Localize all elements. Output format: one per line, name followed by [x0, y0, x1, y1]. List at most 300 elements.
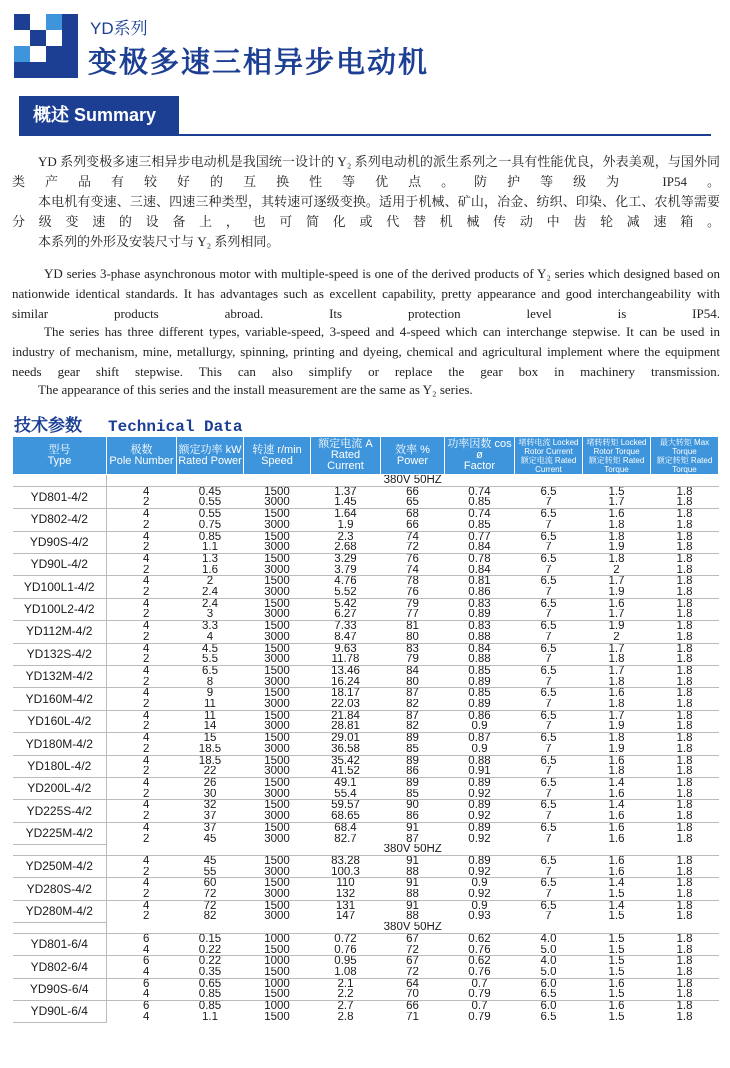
table-cell: 91: [381, 878, 445, 889]
table-cell: 0.85: [468, 497, 491, 509]
table-cell: 68.65: [331, 811, 360, 823]
table-cell: 9.63: [311, 643, 381, 654]
table-cell: 7.33: [311, 621, 381, 632]
table-cell: 18.17: [311, 688, 381, 699]
table-cell: 88: [406, 911, 419, 923]
table-cell: 84: [381, 665, 445, 676]
table-cell: 1.8: [676, 654, 693, 666]
table-cell: 0.7: [445, 1001, 515, 1012]
table-cell: 1.8: [651, 900, 719, 911]
table-cell: 2: [613, 631, 620, 643]
table-cell: 5.0: [540, 966, 557, 978]
table-cell: 0.81: [445, 576, 515, 587]
table-cell: 1.5: [608, 1011, 625, 1023]
table-cell: 66: [381, 486, 445, 497]
table-cell: 2: [143, 654, 150, 666]
table-cell: 6.5: [515, 878, 583, 889]
table-cell: 6.5: [515, 777, 583, 788]
table-cell: 36.58: [331, 743, 360, 755]
column-header-speed: 转速 r/min Speed: [244, 437, 311, 475]
table-cell: 1.8: [651, 1001, 719, 1012]
table-cell: 1.8: [583, 531, 651, 542]
table-cell: 1.8: [676, 766, 693, 778]
table-row: [13, 855, 719, 866]
summary-heading: 概述 Summary: [19, 96, 179, 134]
table-cell: 4: [107, 598, 177, 609]
table-cell: 1.8: [651, 710, 719, 721]
table-cell: 1.8: [676, 966, 693, 978]
table-cell: 3: [206, 609, 214, 621]
table-row: [13, 811, 719, 822]
table-cell: 0.89: [468, 676, 491, 688]
table-cell: 1.8: [676, 721, 693, 733]
table-cell: 1500: [244, 643, 311, 654]
table-cell: 6.5: [515, 710, 583, 721]
table-cell: 80: [406, 631, 419, 643]
column-header-efficiency: 效率 % Power: [381, 437, 445, 475]
table-cell: 1500: [244, 822, 311, 833]
table-cell: 18.5: [177, 755, 244, 766]
table-cell: 2: [143, 866, 150, 878]
table-cell: 1000: [244, 1001, 311, 1012]
table-cell: 1.45: [334, 497, 357, 509]
table-cell: 1.6: [608, 788, 625, 800]
table-cell: 0.88: [468, 654, 491, 666]
table-cell: 89: [381, 755, 445, 766]
table-cell: 0.76: [334, 944, 357, 956]
table-cell: 2: [143, 587, 150, 599]
table-cell: 0.65: [177, 978, 244, 989]
table-row: [13, 945, 719, 956]
table-cell: 16.24: [331, 676, 360, 688]
table-cell: 0.84: [468, 542, 491, 554]
table-row: [13, 710, 719, 721]
voltage-row-blank-cell: [13, 922, 107, 933]
table-cell: 0.79: [468, 989, 491, 1001]
summary-en-paragraph-1: YD series 3-phase asynchronous motor with multiple-speed is one of the derived products of Y₂ series which designed based on nationwide identical standards. It has advantages such as excellent capability, pretty appearance and good interchangeability with similar products abroad. Its protection level is IP54.: [12, 266, 720, 321]
model-type-cell: YD132M-4/2: [13, 665, 107, 687]
table-cell: 11: [204, 699, 216, 711]
table-cell: 89: [381, 777, 445, 788]
table-row: [13, 587, 719, 598]
model-type-cell: YD100L2-4/2: [13, 598, 107, 620]
table-cell: 2: [613, 564, 620, 576]
table-cell: 3.29: [311, 553, 381, 564]
table-cell: 85: [406, 788, 419, 800]
table-cell: 60: [177, 878, 244, 889]
table-cell: 72: [406, 542, 419, 554]
table-row: [13, 834, 719, 845]
table-cell: 6.5: [515, 665, 583, 676]
table-cell: 0.62: [445, 956, 515, 967]
table-cell: 1.4: [583, 800, 651, 811]
model-type-cell: YD180M-4/2: [13, 733, 107, 755]
table-cell: 5.0: [540, 944, 557, 956]
table-cell: 4: [143, 989, 150, 1001]
table-cell: 0.85: [177, 531, 244, 542]
table-cell: 8: [206, 676, 214, 688]
table-cell: 6.5: [515, 688, 583, 699]
table-row: [13, 822, 719, 833]
table-cell: 6.5: [515, 900, 583, 911]
table-row: [13, 531, 719, 542]
model-type-cell: YD802-4/2: [13, 509, 107, 531]
table-cell: 1.9: [608, 721, 625, 733]
technical-data-heading: [14, 411, 242, 436]
table-cell: 1.8: [583, 733, 651, 744]
table-cell: 0.88: [468, 631, 491, 643]
table-cell: 0.83: [445, 621, 515, 632]
table-row: [13, 553, 719, 564]
table-cell: 6: [107, 1001, 177, 1012]
table-header-row: [13, 437, 719, 475]
table-cell: 1.8: [676, 519, 693, 531]
model-type-cell: YD100L1-4/2: [13, 576, 107, 598]
table-cell: 1500: [244, 733, 311, 744]
table-cell: 1.8: [651, 665, 719, 676]
table-cell: 3000: [264, 889, 290, 901]
table-cell: 1.9: [608, 542, 625, 554]
table-cell: 4: [107, 777, 177, 788]
table-cell: 2: [143, 542, 150, 554]
table-cell: 1.8: [676, 889, 693, 901]
table-cell: 1.7: [583, 665, 651, 676]
table-cell: 1500: [244, 509, 311, 520]
table-cell: 1500: [264, 944, 290, 956]
table-cell: 2: [143, 911, 150, 923]
table-cell: 45: [177, 855, 244, 866]
table-cell: 1500: [244, 855, 311, 866]
voltage-label: 380V 50HZ: [107, 922, 719, 933]
table-cell: 7: [545, 587, 552, 599]
table-cell: 0.55: [198, 497, 222, 509]
table-cell: 3000: [264, 631, 290, 643]
table-cell: 2.1: [311, 978, 381, 989]
table-cell: 0.85: [468, 519, 491, 531]
table-cell: 55.4: [334, 788, 357, 800]
model-type-cell: YD112M-4/2: [13, 621, 107, 643]
table-cell: 4: [143, 1011, 150, 1023]
table-row: [13, 520, 719, 531]
table-row: [13, 989, 719, 1000]
table-row: [13, 699, 719, 710]
table-cell: 7: [545, 497, 552, 509]
table-cell: 2.4: [177, 598, 244, 609]
table-cell: 66: [381, 1001, 445, 1012]
table-cell: 59.57: [311, 800, 381, 811]
table-cell: 1.8: [676, 811, 693, 823]
table-cell: 5.52: [334, 587, 357, 599]
table-cell: 1.8: [651, 621, 719, 632]
table-cell: 1.8: [676, 911, 693, 923]
voltage-row: [13, 475, 719, 487]
table-cell: 2: [143, 519, 150, 531]
table-cell: 83: [381, 643, 445, 654]
table-cell: 3000: [264, 699, 290, 711]
table-cell: 3.3: [177, 621, 244, 632]
table-cell: 4: [107, 710, 177, 721]
table-cell: 1.8: [676, 609, 693, 621]
table-cell: 86: [406, 766, 419, 778]
table-cell: 1000: [244, 933, 311, 944]
table-cell: 0.92: [468, 788, 491, 800]
table-cell: 1.5: [583, 933, 651, 944]
table-cell: 14: [203, 721, 217, 733]
table-cell: 1.8: [676, 743, 693, 755]
model-type-cell: YD801-6/4: [13, 933, 107, 955]
table-row: [13, 933, 719, 944]
table-cell: 1.6: [608, 833, 625, 845]
table-cell: 4: [107, 755, 177, 766]
model-type-cell: YD200L-4/2: [13, 777, 107, 799]
table-cell: 81: [381, 621, 445, 632]
model-type-cell: YD801-4/2: [13, 486, 107, 508]
table-cell: 1.9: [608, 743, 625, 755]
table-cell: 1.8: [651, 598, 719, 609]
table-cell: 21.84: [311, 710, 381, 721]
table-cell: 4: [143, 966, 150, 978]
table-cell: 6.5: [540, 989, 557, 1001]
table-cell: 4.76: [311, 576, 381, 587]
table-cell: 7: [545, 766, 552, 778]
table-cell: 1500: [244, 598, 311, 609]
table-cell: 78: [381, 576, 445, 587]
column-header-rated-current: 额定电流 A Rated Current: [311, 437, 381, 475]
table-row: [13, 643, 719, 654]
table-cell: 0.92: [468, 833, 491, 845]
model-type-cell: YD280S-4/2: [13, 878, 107, 900]
table-cell: 1500: [244, 755, 311, 766]
table-cell: 3000: [264, 866, 290, 878]
table-row: [13, 565, 719, 576]
table-cell: 6: [107, 933, 177, 944]
table-cell: 1.8: [651, 509, 719, 520]
voltage-label: 380V 50HZ: [107, 475, 719, 487]
table-cell: 1.8: [651, 822, 719, 833]
table-cell: 2: [177, 576, 244, 587]
table-row: [13, 978, 719, 989]
table-cell: 29.01: [311, 733, 381, 744]
model-type-cell: YD802-6/4: [13, 956, 107, 978]
column-header-locked-rotor-current: 堵转电流 Locked Rotor Current 额定电流 Rated Current: [515, 437, 583, 475]
table-cell: 3000: [264, 497, 290, 509]
table-cell: 3000: [264, 542, 290, 554]
table-cell: 4: [107, 621, 177, 632]
table-cell: 1.6: [202, 564, 218, 576]
table-cell: 4: [107, 531, 177, 542]
table-cell: 1500: [244, 878, 311, 889]
table-cell: 1.6: [583, 688, 651, 699]
table-cell: 1.8: [651, 855, 719, 866]
table-cell: 35.42: [311, 755, 381, 766]
table-row: [13, 911, 719, 922]
table-cell: 2.7: [311, 1001, 381, 1012]
table-cell: 1.4: [583, 777, 651, 788]
table-cell: 6.5: [515, 598, 583, 609]
table-cell: 3000: [264, 654, 290, 666]
table-row: [13, 733, 719, 744]
column-header-locked-rotor-torque: 堵转转矩 Locked Rotor Torque 额定转矩 Rated Torque: [583, 437, 651, 475]
table-cell: 7: [545, 743, 552, 755]
model-type-cell: YD225M-4/2: [13, 822, 107, 844]
table-cell: 0.9: [445, 878, 515, 889]
table-row: [13, 900, 719, 911]
table-cell: 1.6: [583, 1001, 651, 1012]
table-row: [13, 598, 719, 609]
table-cell: 2: [143, 721, 150, 733]
table-cell: 1.7: [583, 643, 651, 654]
model-type-cell: YD225S-4/2: [13, 800, 107, 822]
table-cell: 4: [107, 733, 177, 744]
table-cell: 80: [406, 676, 419, 688]
table-cell: 1500: [244, 621, 311, 632]
table-cell: 0.85: [445, 688, 515, 699]
table-cell: 83.28: [311, 855, 381, 866]
table-cell: 8.47: [334, 631, 357, 643]
table-cell: 76: [406, 587, 419, 599]
table-row: [13, 956, 719, 967]
table-cell: 4: [107, 643, 177, 654]
model-type-cell: YD250M-4/2: [13, 855, 107, 877]
table-cell: 0.95: [311, 956, 381, 967]
table-cell: 6: [107, 956, 177, 967]
table-cell: 82: [406, 721, 419, 733]
table-cell: 6.5: [515, 755, 583, 766]
table-cell: 1.8: [651, 933, 719, 944]
table-cell: 0.89: [445, 777, 515, 788]
summary-cn-paragraph-3: 本系列的外形及安装尺寸与 Y₂ 系列相同。: [38, 234, 280, 249]
table-cell: 1500: [244, 531, 311, 542]
table-cell: 1.8: [651, 733, 719, 744]
page-title: 变极多速三相异步电动机: [88, 47, 430, 79]
table-cell: 0.88: [445, 755, 515, 766]
table-cell: 85: [406, 743, 419, 755]
table-cell: 1.8: [676, 631, 693, 643]
table-cell: 110: [311, 878, 381, 889]
table-cell: 0.35: [198, 966, 222, 978]
table-cell: 2: [143, 833, 150, 845]
table-cell: 4.5: [177, 643, 244, 654]
table-row: [13, 755, 719, 766]
table-cell: 6.5: [515, 576, 583, 587]
table-cell: 3000: [264, 743, 290, 755]
table-cell: 3000: [264, 811, 290, 823]
table-cell: 6.5: [515, 733, 583, 744]
table-cell: 1.9: [337, 519, 354, 531]
table-cell: 3000: [264, 721, 290, 733]
table-cell: 4: [107, 800, 177, 811]
table-cell: 0.92: [468, 889, 491, 901]
table-cell: 1.1: [202, 1011, 218, 1023]
table-cell: 1.8: [651, 878, 719, 889]
voltage-row: [13, 922, 719, 933]
table-cell: 7: [545, 721, 552, 733]
table-cell: 3000: [264, 911, 290, 923]
table-cell: 1.7: [583, 576, 651, 587]
table-row: [13, 766, 719, 777]
table-cell: 1.8: [676, 1011, 693, 1023]
voltage-row-blank-cell: [13, 844, 107, 855]
table-cell: 82.7: [334, 833, 357, 845]
table-cell: 7: [545, 811, 552, 823]
table-cell: 1500: [244, 710, 311, 721]
table-cell: 0.92: [468, 866, 491, 878]
table-cell: 1.5: [583, 956, 651, 967]
table-cell: 1.08: [334, 966, 357, 978]
table-cell: 49.1: [311, 777, 381, 788]
table-cell: 2: [143, 766, 150, 778]
table-cell: 70: [406, 989, 419, 1001]
table-cell: 1.5: [608, 966, 625, 978]
table-cell: 0.74: [445, 509, 515, 520]
table-cell: 1.7: [583, 710, 651, 721]
table-cell: 74: [406, 564, 419, 576]
table-cell: 0.85: [198, 989, 222, 1001]
table-cell: 67: [381, 933, 445, 944]
table-cell: 4: [107, 576, 177, 587]
table-cell: 1000: [244, 956, 311, 967]
table-cell: 0.55: [177, 509, 244, 520]
table-cell: 1.8: [608, 519, 625, 531]
table-cell: 91: [381, 900, 445, 911]
table-cell: 0.45: [177, 486, 244, 497]
table-row: [13, 621, 719, 632]
table-cell: 91: [381, 822, 445, 833]
table-cell: 2: [143, 699, 150, 711]
table-cell: 132: [335, 889, 356, 901]
table-cell: 55: [203, 866, 217, 878]
column-header-power-factor: 功率因数 cos ø Factor: [445, 437, 515, 475]
table-cell: 45: [203, 833, 217, 845]
table-row: [13, 688, 719, 699]
table-cell: 1500: [244, 900, 311, 911]
table-cell: 1.5: [608, 911, 625, 923]
table-cell: 2: [143, 631, 150, 643]
model-type-cell: YD90L-4/2: [13, 553, 107, 575]
table-cell: 1500: [244, 800, 311, 811]
table-cell: 6.0: [515, 1001, 583, 1012]
table-cell: 1.8: [676, 788, 693, 800]
table-cell: 1.8: [608, 676, 625, 688]
table-cell: 0.86: [468, 587, 491, 599]
table-cell: 1500: [264, 1011, 290, 1023]
table-row: [13, 497, 719, 508]
table-cell: 1.8: [676, 989, 693, 1001]
table-cell: 1.5: [608, 989, 625, 1001]
table-cell: 1.8: [651, 576, 719, 587]
table-cell: 4: [107, 878, 177, 889]
table-cell: 0.9: [471, 721, 488, 733]
table-cell: 0.84: [445, 643, 515, 654]
table-cell: 4: [107, 486, 177, 497]
table-cell: 1.1: [202, 542, 218, 554]
table-cell: 0.15: [177, 933, 244, 944]
table-cell: 37: [177, 822, 244, 833]
table-cell: 1500: [244, 486, 311, 497]
column-header-type: 型号 Type: [13, 437, 107, 475]
table-cell: 0.7: [445, 978, 515, 989]
table-cell: 1.8: [676, 587, 693, 599]
table-cell: 7: [545, 889, 552, 901]
table-cell: 7: [545, 788, 552, 800]
table-cell: 1.6: [583, 978, 651, 989]
table-cell: 1.4: [583, 878, 651, 889]
table-cell: 9: [177, 688, 244, 699]
table-cell: 0.89: [445, 800, 515, 811]
table-cell: 7: [545, 911, 552, 923]
brand-logo-icon: [14, 14, 78, 78]
table-row: [13, 800, 719, 811]
